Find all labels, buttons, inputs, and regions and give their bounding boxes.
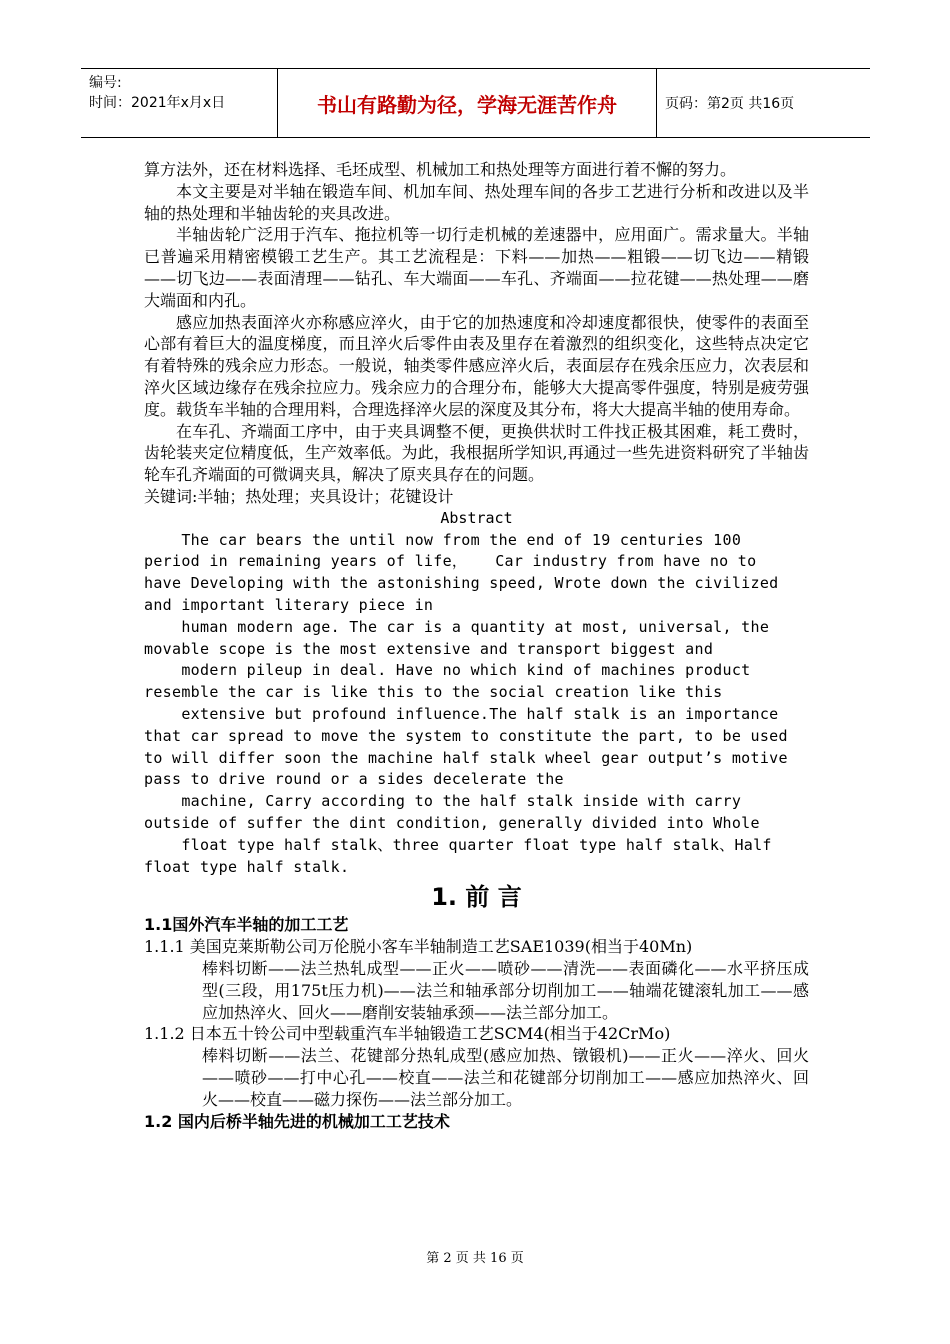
paragraph-induction-quenching: 感应加热表面淬火亦称感应淬火，由于它的加热速度和冷却速度都很快，使零件的表面至心部有着巨大的温度梯度，而且淬火后零件由表及里存在着激烈的组织变化，这些特点决定它有着特殊的残余应力形态。一般说，轴类零件感应淬火后，表面层存在残余压应力，次表层和淬火区域边缘存在残余拉应力。残余应力的合理分布，能够大大提高零件强度，特别是疲劳强度。载货车半轴的合理用料，合理选择淬火层的深度及其分布，将大大提高半轴的使用寿命。 xyxy=(144,312,809,419)
section-title-preface: 1. 前 言 xyxy=(431,883,522,912)
item-heading-isuzu: 1.1.2 日本五十铃公司中型载重汽车半轴锻造工艺SCM4(相当于42CrMo) xyxy=(144,1024,671,1044)
abstract-line: machine, Carry according to the half stalk inside with carry xyxy=(144,792,742,811)
abstract-line: outside of suffer the dint condition, generally divided into Whole xyxy=(144,813,760,832)
subsection-title-domestic: 1.2 国内后桥半轴先进的机械加工工艺技术 xyxy=(144,1111,450,1131)
abstract-line: and important literary piece in xyxy=(144,595,434,614)
document-body xyxy=(144,159,809,1133)
abstract-line: that car spread to move the system to constitute the part, to be used xyxy=(144,726,788,745)
header-motto: 书山有路勤为径，学海无涯苦作舟 xyxy=(278,69,657,137)
abstract-line: human modern age. The car is a quantity at most, universal, the xyxy=(144,617,770,636)
abstract-line: extensive but profound influence.The half stalk is an importance xyxy=(144,704,779,723)
paragraph-gear-process: 半轴齿轮广泛用于汽车、拖拉机等一切行走机械的差速器中，应用面广。需求量大。半轴已普遍采用精密模锻工艺生产。其工艺流程是：下料——加热——粗锻——切飞边——精锻——切飞边——表面清理——钻孔、车大端面——车孔、齐端面——拉花键——热处理——磨大端面和内孔。 xyxy=(144,225,809,310)
header-page-info: 页码：第2页 共16页 xyxy=(665,96,795,112)
abstract-line: The car bears the until now from the end of 19 centuries 100 xyxy=(144,530,742,549)
abstract-line: movable scope is the most extensive and transport biggest and xyxy=(144,639,714,658)
abstract-line: period in remaining years of life， Car industry from have no to xyxy=(144,552,757,571)
item-heading-chrysler: 1.1.1 美国克莱斯勒公司万伦脱小客车半轴制造工艺SAE1039(相当于40Mn) xyxy=(144,937,693,957)
abstract-line: modern pileup in deal. Have no which kind of machines product xyxy=(144,661,751,680)
abstract-line: float type half stalk. xyxy=(144,857,350,876)
abstract-line: pass to drive round or a sides decelerate the xyxy=(144,770,564,789)
document-time-label: 时间：2021年x月x日 xyxy=(89,95,226,111)
abstract-line: float type half stalk、three quarter float type half stalk、Half xyxy=(144,835,772,854)
item-body-isuzu: 棒料切断——法兰、花键部分热轧成型(感应加热、镦锻机)——正火——淬火、回火——喷砂——打中心孔——校直——法兰和花键部分切削加工——感应加热淬火、回火——校直——磁力探伤——法兰部分加工。 xyxy=(202,1046,809,1109)
page-header xyxy=(81,68,870,138)
abstract-title: Abstract xyxy=(440,508,513,527)
page-footer: 第 2 页 共 16 页 xyxy=(426,1251,524,1266)
paragraph-fixture: 在车孔、齐端面工序中，由于夹具调整不便，更换供状时工件找正极其困难，耗工费时，齿轮装夹定位精度低，生产效率低。为此，我根据所学知识,再通过一些先进资料研究了半轴齿轮车孔齐端面的可微调夹具，解决了原夹具存在的问题。 xyxy=(144,421,809,485)
subsection-title-foreign: 1.1国外汽车半轴的加工工艺 xyxy=(144,915,349,935)
abstract-line: resemble the car is like this to the social creation like this xyxy=(144,683,723,702)
document-number-label: 编号: xyxy=(89,75,122,91)
abstract-line: to will differ soon the machine half stalk wheel gear output’s motive xyxy=(144,748,788,767)
keywords: 关键词:半轴；热处理；夹具设计；花键设计 xyxy=(144,486,454,506)
abstract-line: have Developing with the astonishing speed, Wrote down the civilized xyxy=(144,574,779,593)
abstract-text xyxy=(144,530,809,879)
paragraph-scope: 本文主要是对半轴在锻造车间、机加车间、热处理车间的各步工艺进行分析和改进以及半轴的热处理和半轴齿轮的夹具改进。 xyxy=(144,181,809,223)
paragraph-continuation: 算方法外，还在材料选择、毛坯成型、机械加工和热处理等方面进行着不懈的努力。 xyxy=(144,160,737,179)
header-meta xyxy=(81,69,278,137)
item-body-chrysler: 棒料切断——法兰热轧成型——正火——喷砂——清洗——表面磷化——水平挤压成型(三段，用175t压力机)——法兰和轴承部分切削加工——轴端花键滚轧加工——感应加热淬火、回火——磨削安装轴承颈——法兰部分加工。 xyxy=(202,959,809,1022)
